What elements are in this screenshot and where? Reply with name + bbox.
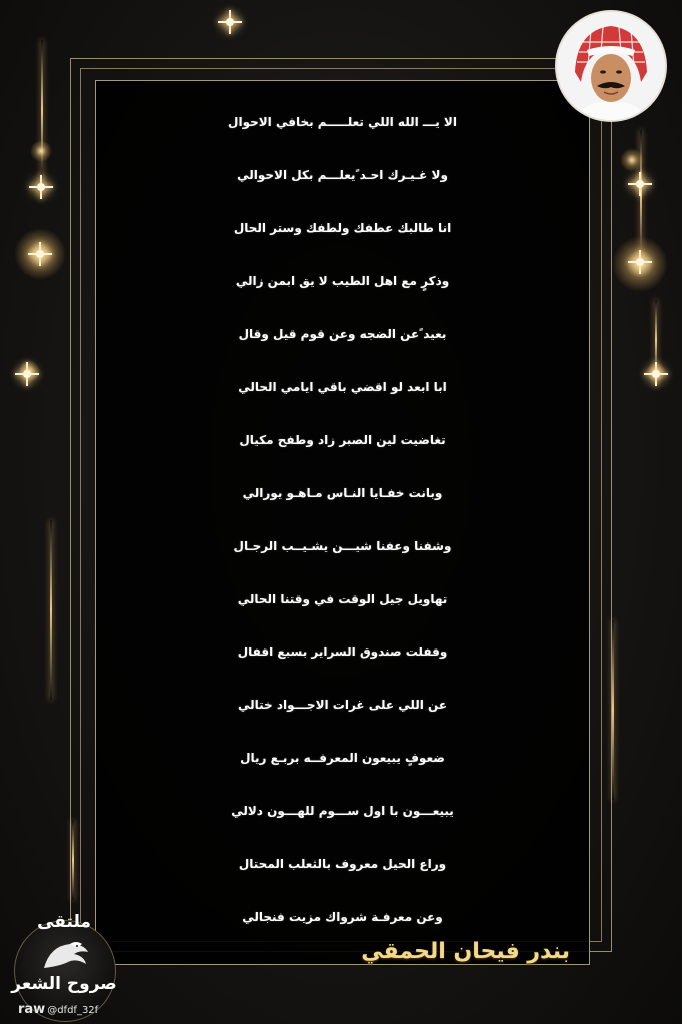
poem-verse: تغاضيت لين الصبر زاد وطفح مكيال	[239, 433, 446, 447]
sparkle-icon	[628, 172, 652, 196]
sparkle-icon	[28, 242, 52, 266]
poet-name: بندر فيحان الحمقي	[361, 939, 570, 964]
poem-verse: وذكرٍ مع اهل الطيب لا يق ابمن زالي	[235, 274, 450, 288]
light-beam-right-2	[612, 620, 614, 800]
poem	[95, 96, 590, 944]
poem-verse: الا يـــ الله اللي تعلـــــم بخافي الاحوال	[228, 115, 457, 129]
bokeh-light	[30, 140, 52, 162]
poem-verse: يبيعـــون با اول ســـوم للهـــون دلالي	[231, 804, 454, 818]
handle-text: @dfdf_32f	[47, 1005, 99, 1016]
poem-verse: ابا ابعد لو اقضي باقي ايامي الحالي	[238, 380, 447, 394]
sparkle-icon	[29, 175, 53, 199]
poem-verse: عن اللي على غرات الاجـــواد ختالي	[237, 698, 448, 712]
poem-verse: وراع الحيل معروف بالثعلب المحتال	[238, 857, 447, 871]
logo-title-bottom: صروح الشعر	[11, 974, 117, 994]
poem-verse: تهاويل جيل الوقت في وقتنا الحالي	[237, 592, 448, 606]
bokeh-light	[620, 148, 644, 172]
sparkle-icon	[15, 362, 39, 386]
poem-verse: وعن معرفـة شرواك مزيت فنجالي	[242, 910, 443, 924]
poem-verse: ولا غـيـرك احـد ًيعلـــم بكل الاحوالي	[237, 168, 448, 182]
handle-prefix: raw	[18, 1002, 46, 1017]
sparkle-icon	[218, 10, 242, 34]
sparkle-icon	[644, 362, 668, 386]
light-beam-left-2	[50, 520, 52, 700]
poem-verse: ضعوفٍ يبيعون المعرفــه بربـع ريال	[240, 751, 445, 765]
social-handle	[18, 1002, 98, 1017]
forum-logo	[6, 912, 122, 1020]
poem-verse: وشفنا وعفنا شيـــن يشـيــب الرجـال	[233, 539, 452, 553]
poem-verse: وقفلت صندوق السراير بسبع اقفال	[237, 645, 448, 659]
sparkle-icon	[628, 250, 652, 274]
poem-verse: بعيد ًعن الضجه وعن قوم قيل وقال	[238, 327, 447, 341]
eagle-emblem-icon	[40, 938, 92, 974]
poem-verse: انا طالبك عطفك ولطفك وستر الحال	[233, 221, 452, 235]
logo-title-top: ملتقى	[37, 912, 91, 932]
poem-verse: وبانت خفـايا النـاس مـاهـو يورالي	[242, 486, 443, 500]
